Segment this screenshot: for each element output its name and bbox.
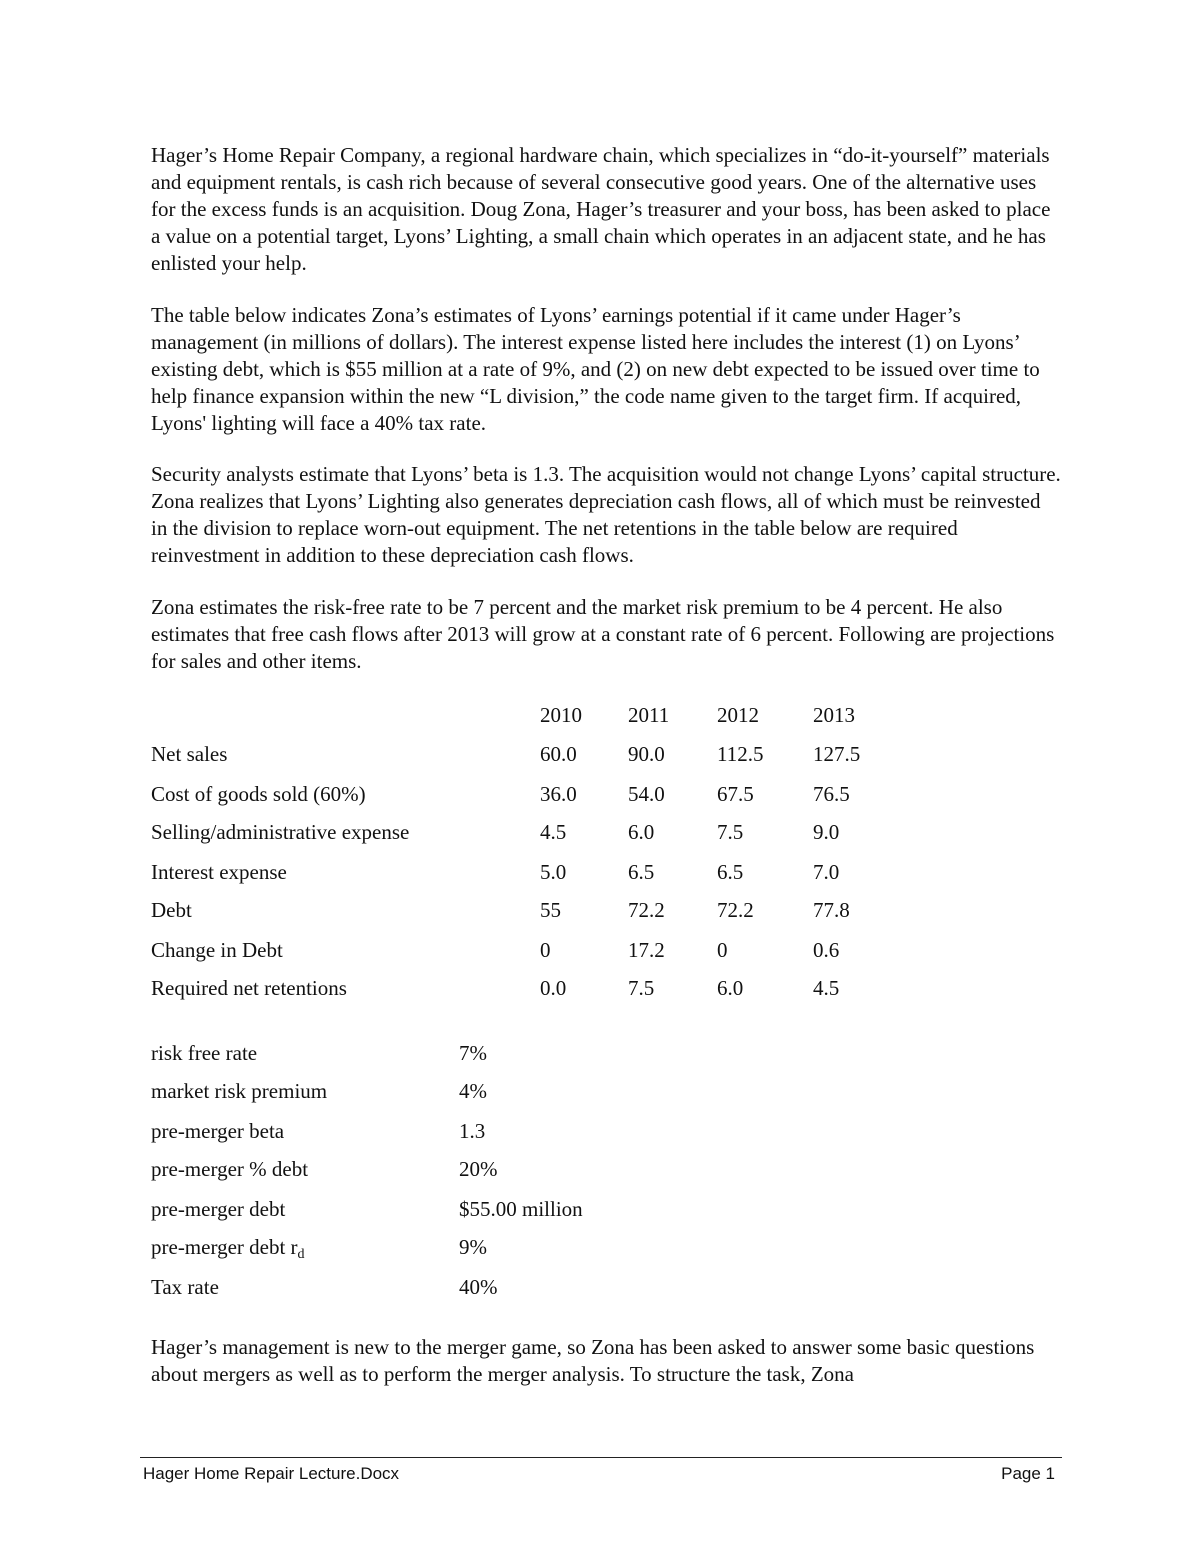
cell-value: 4.5	[540, 820, 567, 844]
cell-value: 0	[540, 938, 551, 962]
cell-value: 72.2	[717, 898, 754, 922]
item-label: Tax rate	[151, 1275, 219, 1299]
cell-value: 72.2	[628, 898, 665, 922]
cell-value: 9.0	[813, 820, 840, 844]
row-label: Change in Debt	[151, 938, 283, 962]
cell-value: 7.5	[717, 820, 744, 844]
cell-value: 7.5	[628, 976, 655, 1000]
item-label: pre-merger debt $r_d$	[151, 1235, 305, 1262]
year-header: 2013	[813, 703, 855, 727]
cell-value: 77.8	[813, 898, 850, 922]
intro-paragraph: Hager’s Home Repair Company, a regional hardware chain, which specializes in “do-it-yourself” materials and equipment rentals, is cash rich because of several consecutive good years. One of the alternative uses for the excess funds is an acquisition. Doug Zona, Hager’s treasurer and your boss, has been asked to place a value on a potential target, Lyons’ Lighting, a small chain which operates in an adjacent state, and he has enlisted your help.	[151, 143, 1051, 275]
footer-divider	[140, 1457, 1062, 1458]
cell-value: 7.0	[813, 860, 840, 884]
cell-value: 90.0	[628, 742, 665, 766]
footer-page-number: Page 1	[1001, 1464, 1055, 1483]
item-label: risk free rate	[151, 1041, 258, 1065]
item-value: 1.3	[459, 1119, 486, 1143]
cell-value: 5.0	[540, 860, 567, 884]
earnings-paragraph: The table below indicates Zona’s estimates of Lyons’ earnings potential if it came under Hager’s management (in millions of dollars). The interest expense listed here includes the interest (1) on Lyons’ existing debt, which is $55 million at a rate of 9%, and (2) on new debt expected to be issued over time to help finance expansion within the new “L division,” the code name given to the target firm. If acquired, Lyons' lighting will face a 40% tax rate.	[151, 303, 1040, 435]
cell-value: 76.5	[813, 782, 850, 806]
beta-paragraph: Security analysts estimate that Lyons’ beta is 1.3. The acquisition would not change Lyons’ capital structure. Zona realizes that Lyons’ Lighting also generates depreciation cash flows, all of which must be reinvested in the division to replace worn-out equipment. The net retentions in the table below are required reinvestment in addition to these depreciation cash flows.	[151, 462, 1061, 567]
cell-value: 60.0	[540, 742, 577, 766]
item-value: 7%	[459, 1041, 487, 1065]
item-value: 4%	[459, 1079, 487, 1103]
cell-value: 6.5	[628, 860, 655, 884]
cell-value: 6.0	[717, 976, 744, 1000]
cell-value: 0	[717, 938, 728, 962]
item-value: 20%	[459, 1157, 498, 1181]
cell-value: 55	[540, 898, 561, 922]
row-label: Cost of goods sold (60%)	[151, 782, 366, 806]
row-label: Interest expense	[151, 860, 287, 884]
cell-value: 36.0	[540, 782, 577, 806]
cell-value: 112.5	[717, 742, 764, 766]
closing-paragraph: Hager’s management is new to the merger game, so Zona has been asked to answer some basic questions about mergers as well as to perform the merger analysis. To structure the task, Zona	[151, 1335, 1035, 1386]
cell-value: 4.5	[813, 976, 840, 1000]
cell-value: 127.5	[813, 742, 861, 766]
cell-value: 17.2	[628, 938, 665, 962]
row-label: Required net retentions	[151, 976, 347, 1000]
cell-value: 6.5	[717, 860, 744, 884]
year-header: 2012	[717, 703, 759, 727]
cell-value: 0.0	[540, 976, 567, 1000]
item-label: market risk premium	[151, 1079, 328, 1103]
row-label: Selling/administrative expense	[151, 820, 410, 844]
cell-value: 0.6	[813, 938, 840, 962]
row-label: Net sales	[151, 742, 228, 766]
rates-paragraph: Zona estimates the risk-free rate to be 7 percent and the market risk premium to be 4 percent. He also estimates that free cash flows after 2013 will grow at a constant rate of 6 percent. Following are projections for sales and other items.	[151, 595, 1055, 673]
item-value: 40%	[459, 1275, 498, 1299]
cell-value: 67.5	[717, 782, 754, 806]
footer-filename: Hager Home Repair Lecture.Docx	[143, 1464, 400, 1483]
year-header: 2011	[628, 703, 670, 727]
item-label: pre-merger beta	[151, 1119, 285, 1143]
item-value: 9%	[459, 1235, 487, 1259]
item-label: pre-merger % debt	[151, 1157, 309, 1181]
item-label: pre-merger debt	[151, 1197, 286, 1221]
cell-value: 54.0	[628, 782, 665, 806]
row-label: Debt	[151, 898, 192, 922]
item-value: $55.00 million	[459, 1197, 583, 1221]
year-header: 2010	[540, 703, 582, 727]
cell-value: 6.0	[628, 820, 655, 844]
